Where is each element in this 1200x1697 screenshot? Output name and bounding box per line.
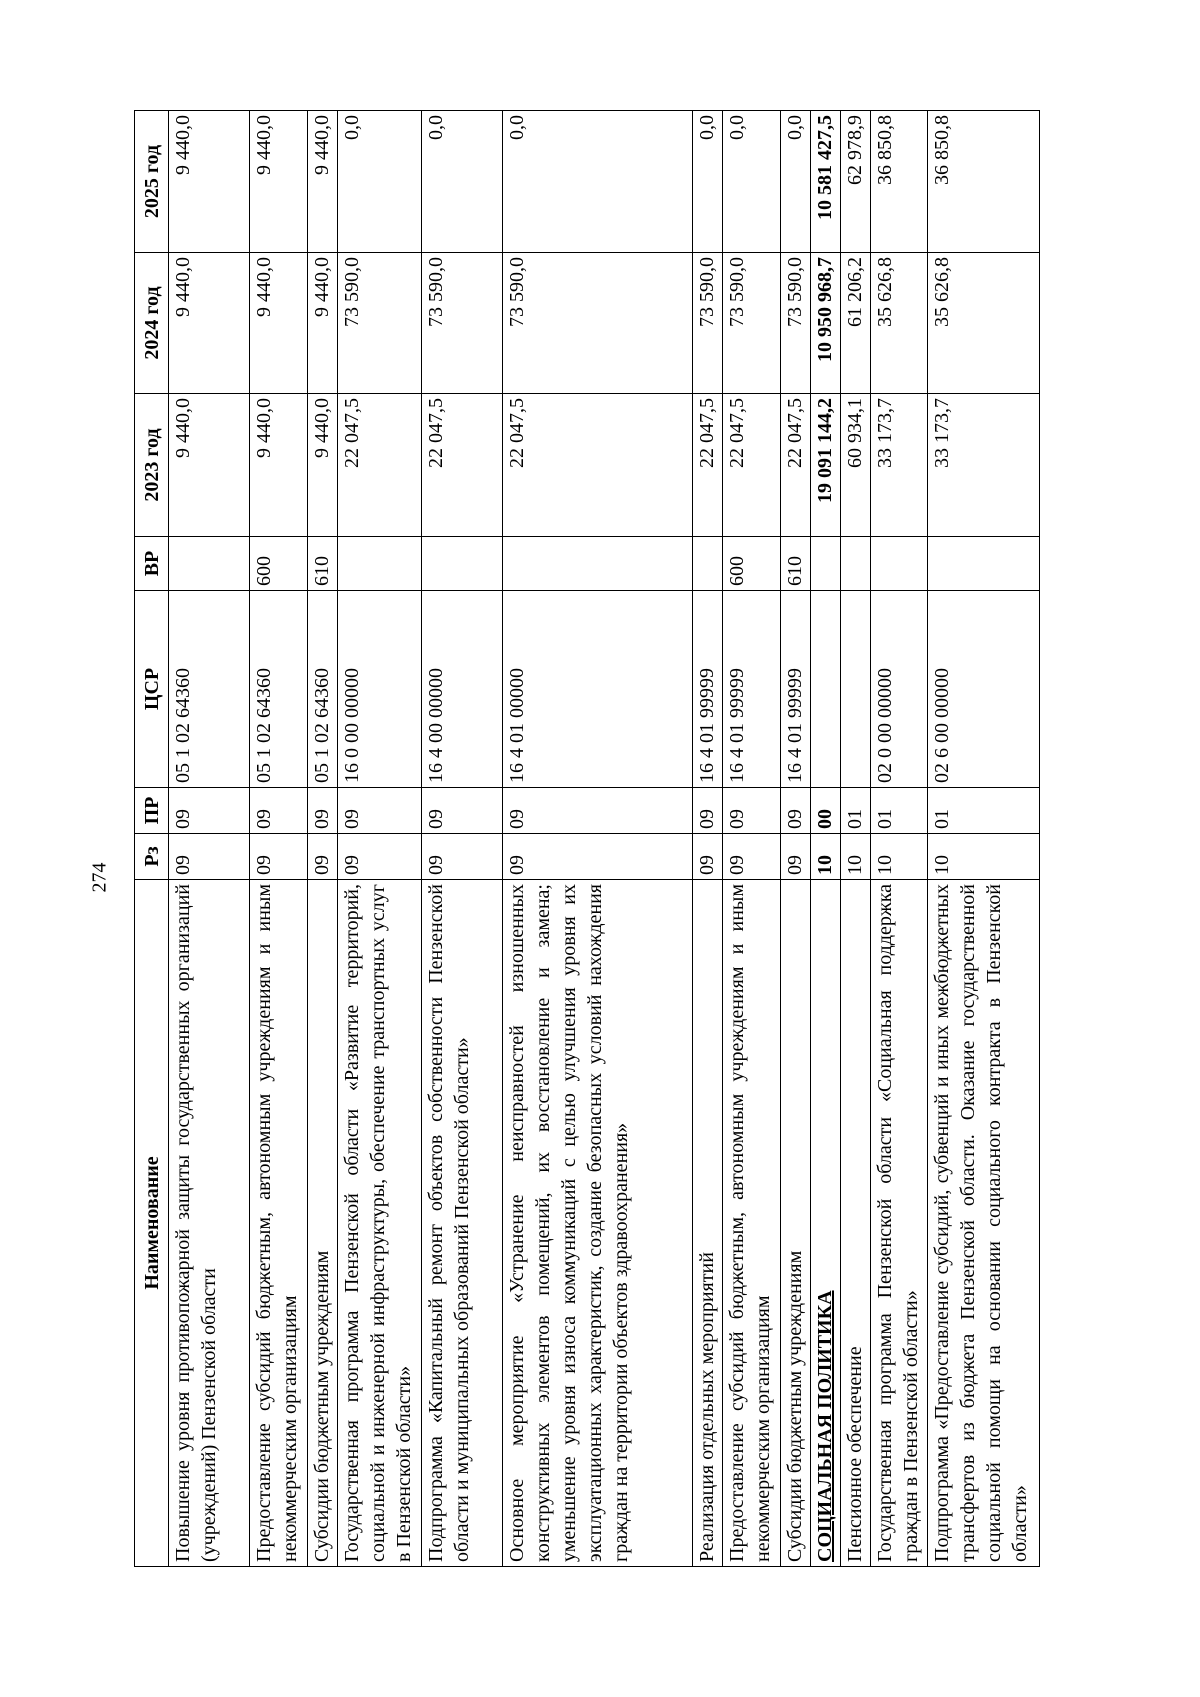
header-2024: 2024 год <box>135 253 169 394</box>
cell-name: Основное мероприятие «Устранение неисправностей изношенных конструктивных элементов помещений, их восстановление и замена; уменьшение уровня износа коммуникаций с целью улучшения уровня их эксплуатационных характеристик, создание безопасных условий нахождения граждан на территории объектов здравоохранения» <box>503 880 693 1567</box>
cell-vr <box>840 537 870 591</box>
cell-vr <box>503 537 693 591</box>
cell-rz: 09 <box>503 834 693 880</box>
cell-2023: 22 047,5 <box>693 394 723 537</box>
cell-2025: 36 850,8 <box>871 111 928 253</box>
cell-2023: 9 440,0 <box>169 394 250 537</box>
cell-2024: 9 440,0 <box>169 253 250 394</box>
cell-pr: 01 <box>871 788 928 834</box>
cell-name: Подпрограмма «Предоставление субсидий, субвенций и иных межбюджетных трансфертов из бюджета Пензенской области. Оказание государственной социальной помощи на основании социального контракта в Пензенской области» <box>928 880 1040 1567</box>
cell-csr: 05 1 02 64360 <box>307 591 337 788</box>
cell-2025: 62 978,9 <box>840 111 870 253</box>
cell-name: СОЦИАЛЬНАЯ ПОЛИТИКА <box>810 880 840 1567</box>
cell-vr: 600 <box>250 537 307 591</box>
cell-2025: 9 440,0 <box>250 111 307 253</box>
cell-csr: 16 0 00 00000 <box>337 591 421 788</box>
page-number: 274 <box>88 862 111 893</box>
cell-2023: 22 047,5 <box>337 394 421 537</box>
cell-2023: 33 173,7 <box>871 394 928 537</box>
cell-vr <box>810 537 840 591</box>
header-csr: ЦСР <box>135 591 169 788</box>
table-row <box>723 111 780 1567</box>
cell-2023: 9 440,0 <box>307 394 337 537</box>
cell-pr: 09 <box>250 788 307 834</box>
cell-2024: 35 626,8 <box>871 253 928 394</box>
cell-pr: 09 <box>780 788 810 834</box>
header-2023: 2023 год <box>135 394 169 537</box>
header-2025: 2025 год <box>135 111 169 253</box>
cell-vr <box>169 537 250 591</box>
cell-csr: 16 4 01 99999 <box>780 591 810 788</box>
cell-vr: 610 <box>307 537 337 591</box>
cell-2023: 9 440,0 <box>250 394 307 537</box>
cell-csr: 16 4 01 99999 <box>723 591 780 788</box>
table-row <box>693 111 723 1567</box>
table-row <box>169 111 250 1567</box>
cell-pr: 01 <box>928 788 1040 834</box>
cell-csr: 02 6 00 00000 <box>928 591 1040 788</box>
table-row <box>250 111 307 1567</box>
rotated-table-wrapper <box>134 111 1040 1567</box>
table-row <box>810 111 840 1567</box>
cell-2023: 33 173,7 <box>928 394 1040 537</box>
cell-vr: 610 <box>780 537 810 591</box>
cell-csr: 16 4 01 00000 <box>503 591 693 788</box>
table-row <box>840 111 870 1567</box>
cell-2023: 22 047,5 <box>780 394 810 537</box>
cell-2024: 73 590,0 <box>337 253 421 394</box>
table-row <box>503 111 693 1567</box>
cell-csr: 05 1 02 64360 <box>169 591 250 788</box>
cell-rz: 09 <box>723 834 780 880</box>
cell-rz: 09 <box>422 834 503 880</box>
cell-pr: 09 <box>693 788 723 834</box>
header-vr: ВР <box>135 537 169 591</box>
cell-name: Субсидии бюджетным учреждениям <box>307 880 337 1567</box>
cell-2025: 9 440,0 <box>169 111 250 253</box>
cell-2024: 73 590,0 <box>422 253 503 394</box>
cell-vr <box>928 537 1040 591</box>
cell-2025: 9 440,0 <box>307 111 337 253</box>
cell-2025: 0,0 <box>723 111 780 253</box>
cell-2024: 73 590,0 <box>503 253 693 394</box>
table-row <box>337 111 421 1567</box>
cell-2023: 22 047,5 <box>723 394 780 537</box>
cell-name: Предоставление субсидий бюджетным, автономным учреждениям и иным некоммерческим организациям <box>723 880 780 1567</box>
budget-table <box>134 110 1040 1567</box>
cell-2024: 10 950 968,7 <box>810 253 840 394</box>
cell-pr: 09 <box>307 788 337 834</box>
cell-csr <box>810 591 840 788</box>
cell-2023: 22 047,5 <box>422 394 503 537</box>
cell-pr: 09 <box>169 788 250 834</box>
cell-name: Подпрограмма «Капитальный ремонт объектов собственности Пензенской области и муниципальных образований Пензенской области» <box>422 880 503 1567</box>
cell-2024: 35 626,8 <box>928 253 1040 394</box>
table-row <box>422 111 503 1567</box>
cell-rz: 09 <box>780 834 810 880</box>
cell-pr: 09 <box>422 788 503 834</box>
cell-2025: 0,0 <box>780 111 810 253</box>
cell-vr <box>337 537 421 591</box>
table-row <box>928 111 1040 1567</box>
cell-vr <box>871 537 928 591</box>
cell-pr: 09 <box>723 788 780 834</box>
cell-2025: 0,0 <box>337 111 421 253</box>
cell-2024: 61 206,2 <box>840 253 870 394</box>
cell-2023: 22 047,5 <box>503 394 693 537</box>
header-row <box>135 111 169 1567</box>
header-name: Наименование <box>135 880 169 1567</box>
cell-name: Предоставление субсидий бюджетным, автономным учреждениям и иным некоммерческим организациям <box>250 880 307 1567</box>
cell-rz: 10 <box>928 834 1040 880</box>
cell-csr <box>840 591 870 788</box>
table-body <box>169 111 1040 1567</box>
cell-rz: 09 <box>169 834 250 880</box>
cell-2024: 9 440,0 <box>307 253 337 394</box>
cell-vr: 600 <box>723 537 780 591</box>
cell-2023: 60 934,1 <box>840 394 870 537</box>
cell-csr: 02 0 00 00000 <box>871 591 928 788</box>
cell-name: Реализация отдельных мероприятий <box>693 880 723 1567</box>
cell-rz: 10 <box>840 834 870 880</box>
cell-2025: 0,0 <box>693 111 723 253</box>
cell-vr <box>693 537 723 591</box>
cell-pr: 00 <box>810 788 840 834</box>
cell-2025: 10 581 427,5 <box>810 111 840 253</box>
cell-pr: 09 <box>337 788 421 834</box>
cell-2024: 73 590,0 <box>723 253 780 394</box>
cell-pr: 09 <box>503 788 693 834</box>
cell-rz: 10 <box>871 834 928 880</box>
table-row <box>307 111 337 1567</box>
cell-rz: 09 <box>307 834 337 880</box>
cell-name: Государственная программа Пензенской области «Социальная поддержка граждан в Пензенской области» <box>871 880 928 1567</box>
cell-2025: 36 850,8 <box>928 111 1040 253</box>
cell-2024: 73 590,0 <box>693 253 723 394</box>
cell-rz: 10 <box>810 834 840 880</box>
cell-name: Повышение уровня противопожарной защиты государственных организаций (учреждений) Пензенской области <box>169 880 250 1567</box>
cell-vr <box>422 537 503 591</box>
cell-rz: 09 <box>250 834 307 880</box>
cell-name: Государственная программа Пензенской области «Развитие территорий, социальной и инженерной инфраструктуры, обеспечение транспортных услуг в Пензенской области» <box>337 880 421 1567</box>
header-pr: ПР <box>135 788 169 834</box>
cell-csr: 16 4 01 99999 <box>693 591 723 788</box>
table-row <box>780 111 810 1567</box>
cell-csr: 05 1 02 64360 <box>250 591 307 788</box>
cell-2024: 73 590,0 <box>780 253 810 394</box>
cell-2025: 0,0 <box>503 111 693 253</box>
cell-rz: 09 <box>337 834 421 880</box>
table-row <box>871 111 928 1567</box>
cell-pr: 01 <box>840 788 870 834</box>
cell-2023: 19 091 144,2 <box>810 394 840 537</box>
cell-csr: 16 4 00 00000 <box>422 591 503 788</box>
cell-2024: 9 440,0 <box>250 253 307 394</box>
cell-name: Субсидии бюджетным учреждениям <box>780 880 810 1567</box>
cell-name: Пенсионное обеспечение <box>840 880 870 1567</box>
cell-rz: 09 <box>693 834 723 880</box>
cell-2025: 0,0 <box>422 111 503 253</box>
header-rz: Рз <box>135 834 169 880</box>
